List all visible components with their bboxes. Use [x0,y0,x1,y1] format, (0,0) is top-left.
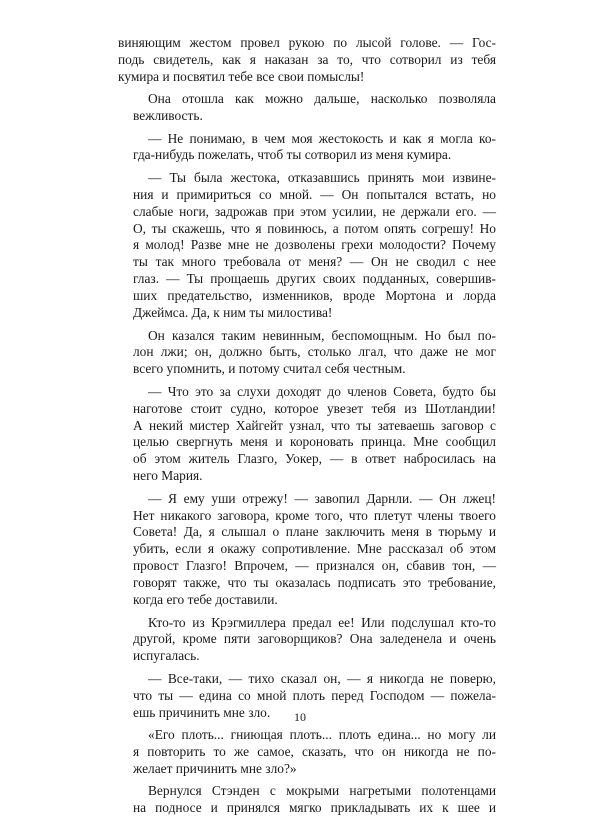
paragraph [118,131,496,165]
text-line: на подносе и принялся мягко прикладывать их к шее и [133,800,496,816]
text-line: «Его плоть... гниющая плоть... плоть едина... но могу ли [148,726,496,742]
paragraph [118,727,496,778]
text-line: вежливость. [133,108,203,124]
text-line: — Не понимаю, в чем моя жестокость и как я могла ко- [148,130,496,146]
text-line: испугалась. [133,648,200,664]
text-line: слабые ноги, задрожав при этом усилии, не держали его. — [133,203,496,219]
text-line: целью свергнуть меня и короновать принца. Мне сообщил [133,434,496,450]
text-line: — Я ему уши отрежу! — завопил Дарнли. — Он лжец! [148,490,496,506]
text-line: что ты — едина со мной плоть перед Господом — пожела- [133,687,496,703]
text-line: глаз. — Ты прощаешь других своих подданных, совершив- [133,271,496,287]
text-line: лон лжи; он, должно быть, столько лгал, что даже не мог [133,344,496,360]
text-line: кумира и посвятил тебе все свои помыслы! [118,68,365,84]
text-line: убить, если я окажу сопротивление. Мне рассказал об этом [133,541,496,557]
text-line: подь свидетель, как я наказан за то, что сотворил из тебя [118,51,496,67]
text-line: Он казался таким невинным, беспомощным. Но был по- [148,327,496,343]
text-line: я молод! Разве мне не дозволены грехи молодости? Почему [133,237,496,253]
text-line: виняющим жестом провел рукою по лысой голове. — Гос- [118,35,496,50]
text-line: Совета! Да, я слышал о плане заключить меня в тюрьму и [133,524,496,540]
text-line: ния и примириться со мной. — Он попытался встать, но [133,186,496,202]
text-line: говорят также, что ты оказалась подписать это требование, [133,575,496,591]
page-number: 10 [294,710,306,724]
paragraph [118,783,496,817]
text-line: Нет никакого заговора, кроме того, что плетут члены твоего [133,507,496,523]
paragraph [118,35,496,86]
text-line: Она отошла как можно дальше, насколько позволяла [148,91,496,107]
text-line: А некий мистер Хайгейт узнал, что ты затеваешь заговор с [133,417,496,433]
page-body [118,35,496,822]
text-line: Джеймса. Да, к ним ты милостива! [133,305,333,321]
text-line: О, ты скажешь, что я повинюсь, а потом опять согрешу! Но [133,220,496,236]
text-line: ты так много требовала от меня? — Он не сводил с нее [133,254,496,270]
text-line: ших предательство, изменников, вроде Мортона и лорда [133,288,496,304]
text-line: Вернулся Стэнден с мокрыми нагретыми полотенцами [148,783,496,799]
text-line: другой, кроме пяти заговорщиков? Она заледенела и очень [133,631,496,647]
text-line: гда-нибудь пожелать, чтоб ты сотворил из меня кумира. [133,147,452,163]
text-line: об этом житель Глазго, Уокер, — в ответ набросилась на [133,451,496,467]
paragraph [118,491,496,609]
paragraph [118,170,496,322]
text-line: я повторить то же самое, сказать, что он никогда не по- [133,743,496,759]
text-line: — Все-таки, — тихо сказал он, — я никогда не поверю, [148,670,496,686]
paragraph [118,328,496,379]
text-line: — Что это за слухи доходят до членов Совета, будто бы [148,383,496,399]
paragraph [118,615,496,666]
paragraph [118,91,496,125]
text-line: всего упомнить, и потому считал себя честным. [133,361,406,377]
text-line: него Мария. [133,468,203,484]
text-line: когда его тебе доставили. [133,592,278,608]
text-line: провост Глазго! Впрочем, — признался он, сбавив тон, — [133,558,496,574]
paragraph [118,384,496,485]
text-line: — Ты была жестока, отказавшись принять мои извине- [148,169,496,185]
text-line: ешь причинить мне зло. [133,704,271,720]
text-line: Кто-то из Крэгмиллера предал ее! Или подслушал кто-то [148,614,496,630]
text-line: наготове стоит судно, которое увезет тебя из Шотландии! [133,400,496,416]
text-line: желает причинить мне зло?» [133,760,297,776]
